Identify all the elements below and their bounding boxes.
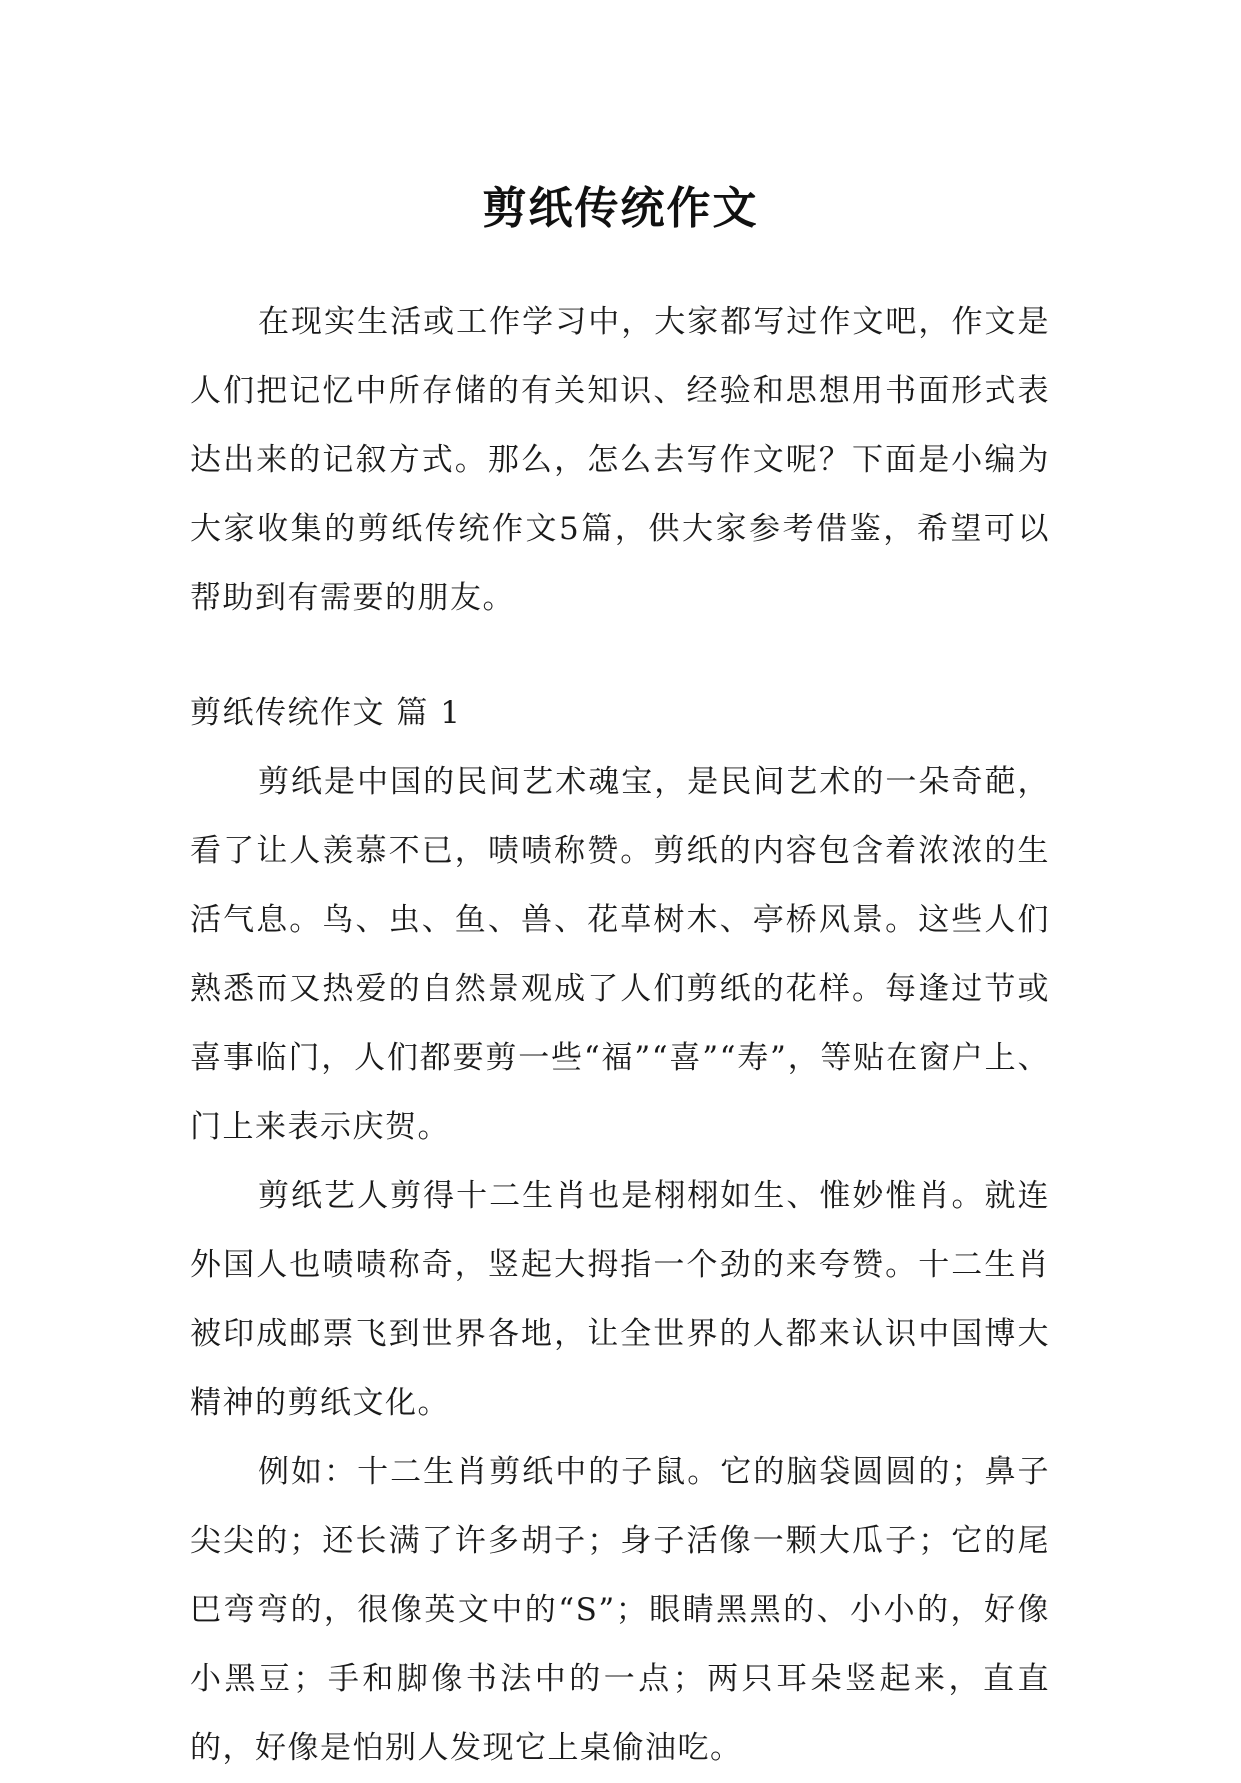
body-paragraph: 例如：十二生肖剪纸中的子鼠。它的脑袋圆圆的；鼻子尖尖的；还长满了许多胡子；身子活像一颗大瓜子；它的尾巴弯弯的，很像英文中的“S”；眼睛黑黑的、小小的，好像小黑豆；手和脚像书法中的一点；两只耳朵竖起来，直直的，好像是怕别人发现它上桌偷油吃。 bbox=[190, 1454, 1050, 1766]
body-paragraph: 剪纸是中国的民间艺术魂宝，是民间艺术的一朵奇葩，看了让人羡慕不已，啧啧称赞。剪纸的内容包含着浓浓的生活气息。鸟、虫、鱼、兽、花草树木、亭桥风景。这些人们熟悉而又热爱的自然景观成了人们剪纸的花样。每逢过节或喜事临门，人们都要剪一些“福”“喜”“寿”，等贴在窗户上、门上来表示庆贺。 bbox=[190, 764, 1050, 1145]
section-heading: 剪纸传统作文 篇 1 bbox=[190, 695, 462, 731]
body-paragraph: 剪纸艺人剪得十二生肖也是栩栩如生、惟妙惟肖。就连外国人也啧啧称奇，竖起大拇指一个劲的来夸赞。十二生肖被印成邮票飞到世界各地，让全世界的人都来认识中国博大精神的剪纸文化。 bbox=[190, 1178, 1050, 1421]
document-body bbox=[190, 288, 1050, 1783]
document-title: 剪纸传统作文 bbox=[482, 183, 759, 235]
intro-paragraph: 在现实生活或工作学习中，大家都写过作文吧，作文是人们把记忆中所存储的有关知识、经验和思想用书面形式表达出来的记叙方式。那么，怎么去写作文呢？下面是小编为大家收集的剪纸传统作文5篇，供大家参考借鉴，希望可以帮助到有需要的朋友。 bbox=[190, 304, 1050, 616]
